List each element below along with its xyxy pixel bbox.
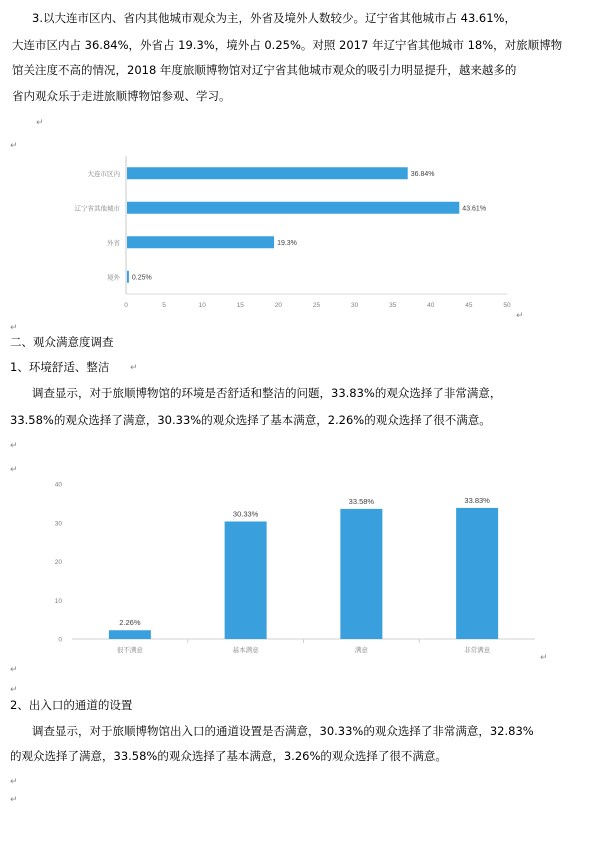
- chart-origin-distribution: [68, 150, 528, 318]
- subsection1-heading: 1、环境舒适、整洁: [10, 360, 110, 374]
- paragraph1-line3: 馆关注度不高的情况，2018 年度旅顺博物馆对辽宁省其他城市观众的吸引力明显提升，越来越多的: [12, 63, 517, 77]
- paragraph-mark-icon: [10, 140, 18, 152]
- data-label: 2.26%: [119, 618, 141, 628]
- paragraph1-line2: 大连市区内占 36.84%，外省占 19.3%，境外占 0.25%。对照 2017 年辽宁省其他城市 18%，对旅顺博物: [12, 38, 563, 52]
- data-label: 30.33%: [232, 509, 259, 519]
- paragraph-mark-icon: [10, 440, 18, 452]
- x-tick-label: 满意: [354, 647, 368, 654]
- subsection2-line2: 的观众选择了满意，33.58%的观众选择了基本满意，3.26%的观众选择了很不满意。: [10, 749, 447, 763]
- y-tick-label: 30: [54, 520, 62, 528]
- x-tick-label: 50: [503, 302, 511, 309]
- x-tick-label: 5: [162, 302, 166, 309]
- y-tick-label: 0: [58, 636, 62, 644]
- data-label: 33.83%: [464, 495, 490, 505]
- x-tick-label: 很不满意: [116, 647, 143, 654]
- data-label: 36.84%: [410, 170, 435, 178]
- paragraph-mark-icon: [10, 464, 18, 476]
- data-label: 33.58%: [348, 496, 375, 506]
- y-tick-label: 境外: [107, 274, 120, 282]
- paragraph-mark-icon: [10, 776, 18, 788]
- y-tick-label: 10: [54, 597, 62, 605]
- bar: [127, 167, 408, 179]
- paragraph1-line1: 3.以大连市区内、省内其他城市观众为主，外省及境外人数较少。辽宁省其他城市占 43.61%，: [32, 11, 516, 25]
- x-tick-label: 40: [427, 302, 435, 309]
- x-tick-label: 35: [389, 302, 397, 309]
- y-tick-label: 大连市区内: [87, 170, 120, 178]
- bar: [127, 236, 274, 248]
- paragraph-mark-icon: [516, 310, 524, 322]
- paragraph-mark-icon: [130, 362, 138, 374]
- paragraph-mark-icon: [36, 117, 44, 129]
- x-tick-label: 30: [350, 302, 359, 309]
- x-tick-label: 15: [236, 302, 244, 309]
- bar: [456, 508, 498, 639]
- paragraph-mark-icon: [10, 794, 18, 806]
- data-label: 0.25%: [131, 274, 152, 282]
- data-label: 19.3%: [277, 239, 297, 247]
- bar: [109, 630, 151, 639]
- y-tick-label: 20: [54, 559, 62, 566]
- subsection2-line1: 调查显示，对于旅顺博物馆出入口的通道设置是否满意，30.33%的观众选择了非常满意，32.83%: [32, 724, 534, 738]
- subsection1-line2: 33.58%的观众选择了满意，30.33%的观众选择了基本满意，2.26%的观众选择了很不满意。: [10, 413, 491, 427]
- y-tick-label: 外省: [107, 239, 120, 247]
- subsection2-heading: 2、出入口的通道的设置: [10, 698, 133, 712]
- y-tick-label: 辽宁省其他城市: [74, 205, 120, 213]
- subsection1-line1: 调查显示，对于旅顺博物馆的环境是否舒适和整洁的问题，33.83%的观众选择了非常满意，: [32, 386, 502, 400]
- paragraph-mark-icon: [10, 664, 18, 676]
- bar: [127, 202, 459, 214]
- x-tick-label: 20: [274, 302, 283, 309]
- chart-environment-satisfaction: [50, 476, 540, 656]
- x-tick-label: 0: [124, 302, 128, 309]
- bar: [127, 271, 129, 283]
- x-tick-label: 10: [198, 302, 206, 309]
- paragraph1-line4: 省内观众乐于走进旅顺博物馆参观、学习。: [12, 89, 231, 103]
- y-tick-label: 40: [54, 481, 62, 489]
- x-tick-label: 非常满意: [464, 647, 491, 654]
- section-heading: 二、观众满意度调查: [10, 335, 114, 349]
- bar: [340, 509, 382, 639]
- x-tick-label: 基本满意: [232, 647, 259, 654]
- bar: [225, 521, 267, 639]
- x-tick-label: 45: [465, 302, 473, 309]
- paragraph-mark-icon: [540, 652, 548, 664]
- x-tick-label: 25: [312, 302, 321, 309]
- data-label: 43.61%: [462, 205, 487, 213]
